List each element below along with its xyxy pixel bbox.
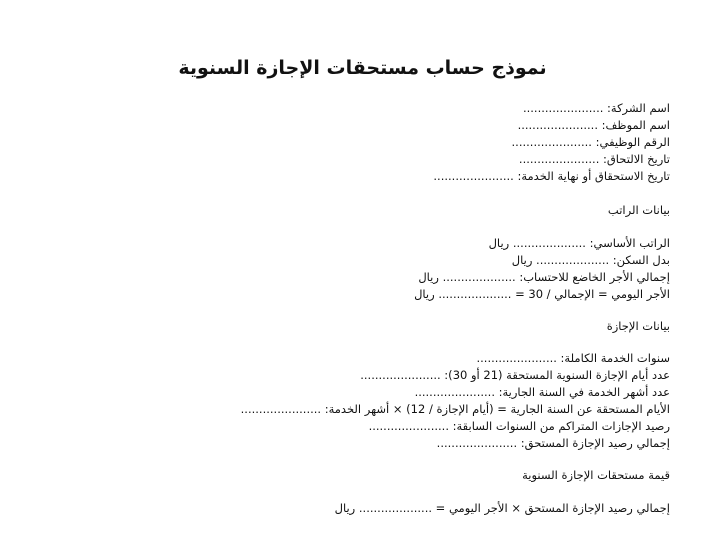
entitlement-section-heading: قيمة مستحقات الإجازة السنوية <box>522 468 670 482</box>
header-fields <box>433 100 670 185</box>
current-year-months-line: عدد أشهر الخدمة في السنة الجارية: ...................... <box>414 385 670 399</box>
document-title: نموذج حساب مستحقات الإجازة السنوية <box>178 57 547 79</box>
join-date-field: تاريخ الالتحاق: ...................... <box>518 152 670 166</box>
total-leave-balance-line: إجمالي رصيد الإجازة المستحق: ...................... <box>436 436 670 450</box>
basic-salary-line: الراتب الأساسي: .................... ريال <box>488 236 670 250</box>
current-year-days-line: الأيام المستحقة عن السنة الجارية = (أيام الإجازة / 12) × أشهر الخدمة: ...................... <box>240 402 670 416</box>
service-years-line: سنوات الخدمة الكاملة: ...................... <box>476 351 670 365</box>
salary-section-heading: بيانات الراتب <box>607 203 670 217</box>
daily-wage-line: الأجر اليومي = الإجمالي / 30 = .................... ريال <box>414 287 670 301</box>
annual-leave-days-line: عدد أيام الإجازة السنوية المستحقة (21 أو 30): ...................... <box>360 368 670 382</box>
salary-section <box>414 235 670 303</box>
leave-section <box>241 350 670 452</box>
employee-id-field: الرقم الوظيفي: ...................... <box>511 135 670 149</box>
housing-allowance-line: بدل السكن: .................... ريال <box>511 253 670 267</box>
end-of-service-date-field: تاريخ الاستحقاق أو نهاية الخدمة: ...................... <box>433 169 670 183</box>
leave-section-heading: بيانات الإجازة <box>606 319 670 333</box>
entitlement-formula-line: إجمالي رصيد الإجازة المستحق × الأجر اليومي = .................... ريال <box>334 501 670 515</box>
accumulated-balance-line: رصيد الإجازات المتراكم من السنوات السابقة: ...................... <box>368 419 670 433</box>
total-wage-line: إجمالي الأجر الخاضع للاحتساب: .................... ريال <box>418 270 670 284</box>
employee-name-field: اسم الموظف: ...................... <box>517 118 670 132</box>
company-name-field: اسم الشركة: ...................... <box>522 101 670 115</box>
